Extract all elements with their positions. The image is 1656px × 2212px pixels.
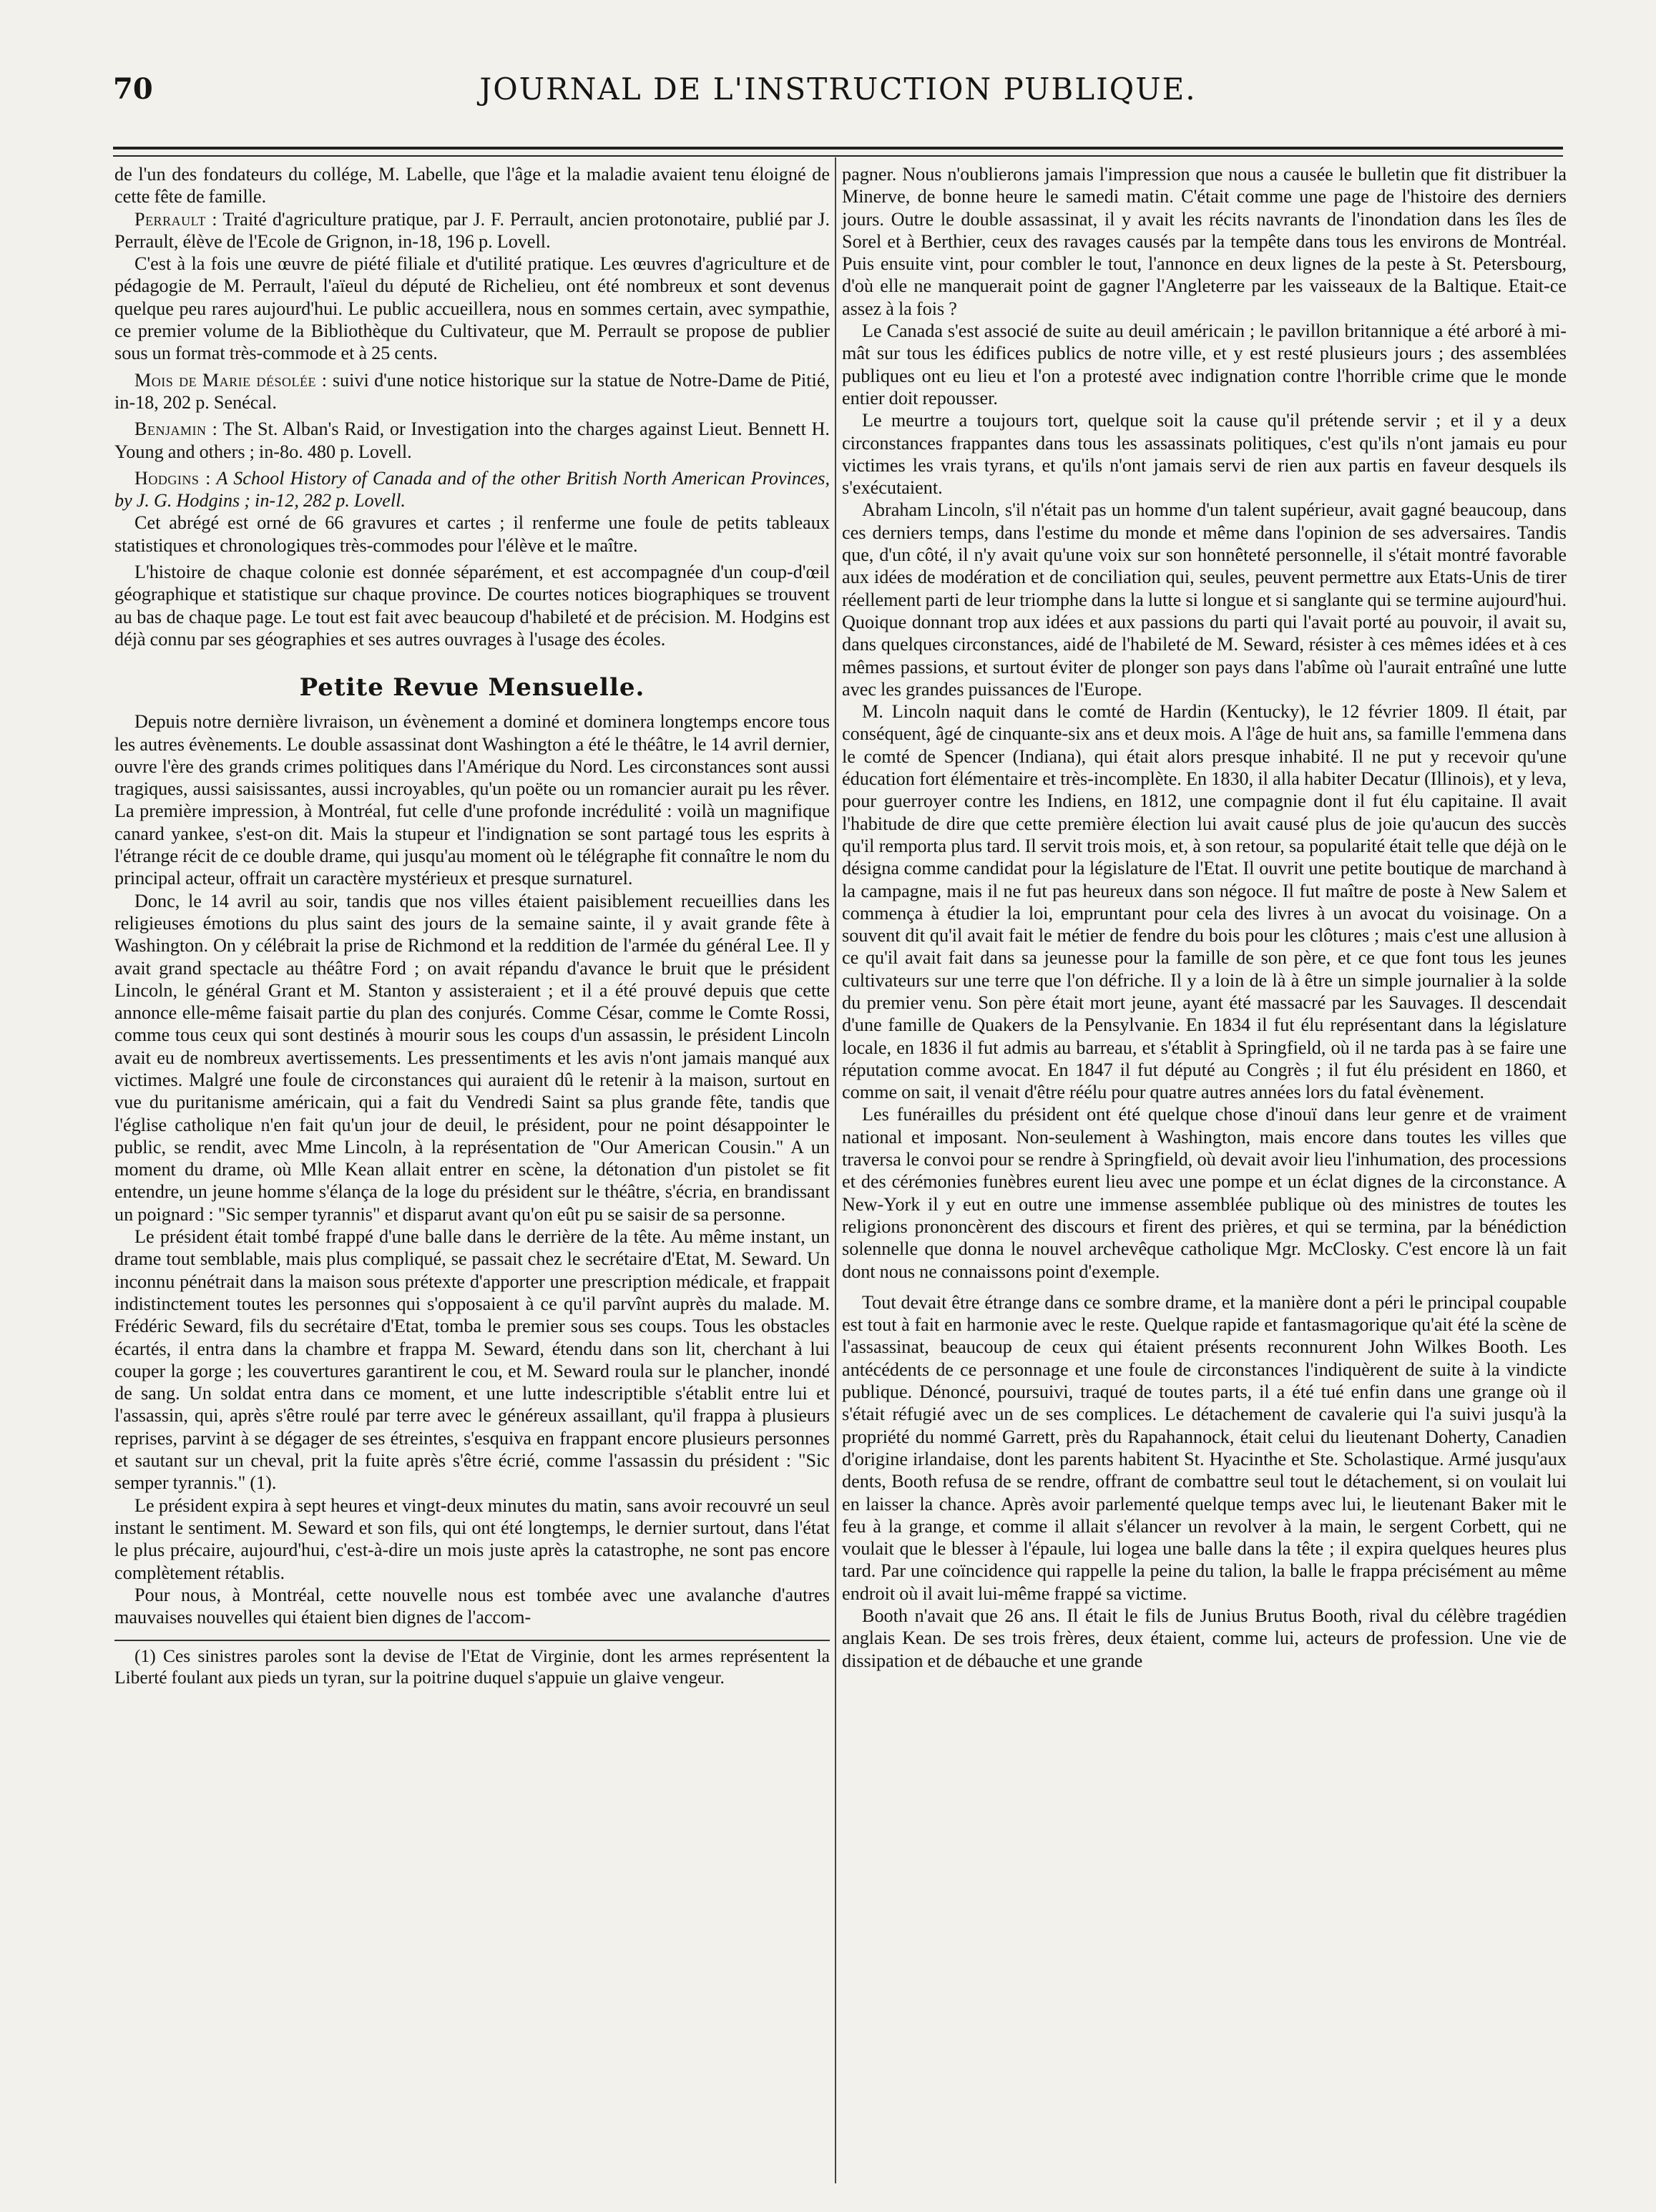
revue-paragraph-2: Donc, le 14 avril au soir, tandis que nos villes étaient paisiblement recueillies dans les religieuses émotions du plus saint des jours de la semaine sainte, il y avait grande fête à Washington. On y célébrait la prise de Richmond et la reddition de l'armée du général Lee. Il y avait grand spectacle au théâtre Ford ; on avait répandu d'avance le bruit que le président Lincoln, le général Grant et M. Stanton y assisteraient ; et il a été prouvé depuis que cette annonce elle-même faisait partie du plan des conjurés. Comme César, comme le Comte Rossi, comme tous ceux qui sont destinés à mourir sous les coups d'un assassin, le président Lincoln avait eu de nombreux avertissements. Les pressentiments et les avis n'ont jamais manqué aux victimes. Malgré une foule de circonstances qui auraient dû le retenir à la maison, surtout en vue du puritanisme américain, qui a fait du Vendredi Saint sa plus grande fête, tandis que l'église catholique n'en fait qu'un jour de deuil, le président, pour ne point désappointer le public, se rendit, avec Mme Lincoln, à la représentation de "Our American Cousin." A un moment du drame, où Mlle Kean allait entrer en scène, la détonation d'un pistolet se fit entendre, un jeune homme s'élança de la loge du président sur le théâtre, s'écria, en brandissant un poignard : "Sic semper tyrannis" et disparut avant qu'on eût pu se saisir de sa personne.	[114, 890, 830, 1225]
entry-author: Hodgins :	[134, 467, 211, 489]
right-paragraph-3: Le meurtre a toujours tort, quelque soit la cause qu'il prétende servir ; et il y a deux circonstances frappantes dans tous les assassinats politiques, c'est qu'ils n'ont jamais eu pour victimes les vrais tyrans, et qu'ils n'ont jamais servi de rien aux partis en faveur desquels ils s'exécutaient.	[842, 410, 1567, 499]
hodgins-comment-1: Cet abrégé est orné de 66 gravures et cartes ; il renferme une foule de petits tableaux statistiques et chronologiques très-commodes pour l'élève et le maître.	[114, 512, 830, 556]
revue-paragraph-3: Le président était tombé frappé d'une balle dans le derrière de la tête. Au même instant, un drame tout semblable, mais plus compliqué, se passait chez le secrétaire d'Etat, M. Seward. Un inconnu pénétrait dans la maison sous prétexte d'apporter une prescription médicale, et frappait indistinctement toutes les personnes qui s'opposaient à ce qu'il parvînt auprès du malade. M. Frédéric Seward, fils du secrétaire d'Etat, tomba le premier sous ses coups. Tous les obstacles écartés, il entra dans la chambre et frappa M. Seward, étendu dans son lit, cherchant à lui couper la gorge ; les couvertures garantirent le cou, et M. Seward roula sur le plancher, inondé de sang. Un soldat entra dans ce moment, et une lutte indescriptible s'établit entre lui et l'assassin, qui, après s'être roulé par terre avec le généreux assaillant, qu'il frappa à plusieurs reprises, parvint à se dégager de ses étreintes, s'esquiva en frappant encore plusieurs personnes et sautant sur un cheval, prit la fuite après s'être écrié, comme l'assassin du président : "Sic semper tyrannis." (1).	[114, 1226, 830, 1494]
entry-text: A School History of Canada and of the other British North American Provinces, by J. G. Hodgins ; in-12, 282 p. Lovell.	[114, 467, 830, 512]
section-title: Petite Revue Mensuelle.	[299, 673, 645, 703]
revue-paragraph-5: Pour nous, à Montréal, cette nouvelle nous est tombée avec une avalanche d'autres mauvaises nouvelles qui étaient bien dignes de l'accom-	[114, 1584, 830, 1628]
intro-paragraph: de l'un des fondateurs du collége, M. Labelle, que l'âge et la maladie avaient tenu éloigné de cette fête de famille.	[114, 164, 830, 207]
right-paragraph-6: Les funérailles du président ont été quelque chose d'inouï dans leur genre et de vraiment national et imposant. Non-seulement à Washington, mais encore dans toutes les villes que traversa le convoi pour se rendre à Springfield, où devait avoir lieu l'inhumation, des processions et des cérémonies funèbres eurent lieu avec une pompe et un éclat dignes de la circonstance. A New-York il y eut en outre une immense assemblée publique où des ministres de toutes les religions prononcèrent des discours et firent des prières, et qui se termina, par la bénédiction solennelle que donna le nouvel archevêque catholique Mgr. McClosky. C'est encore là un fait dont nous ne connaissons point d'exemple.	[842, 1104, 1567, 1282]
revue-paragraph-1: Depuis notre dernière livraison, un évènement a dominé et dominera longtemps encore tous les autres évènements. Le double assassinat dont Washington a été le théâtre, le 14 avril dernier, ouvre l'ère des grands crimes politiques dans l'Amérique du Nord. Les circonstances sont aussi tragiques, aussi saisissantes, aussi incroyables, qu'un poëte ou un romancier aurait pu les rêver. La première impression, à Montréal, fut celle d'une profonde incrédulité : voilà un magnifique canard yankee, s'est-on dit. Mais la stupeur et l'indignation se sont partagé tous les esprits à l'étrange récit de ce double drame, qui jusqu'au moment où le télégraphe fit connaître le nom du principal acteur, offrait un caractère mystérieux et presque surnaturel.	[114, 711, 830, 889]
book-entry-perrault	[114, 208, 830, 253]
column-divider	[835, 157, 836, 2183]
book-entry-hodgins	[114, 467, 830, 512]
footnote: (1) Ces sinistres paroles sont la devise de l'Etat de Virginie, dont les armes représentent la Liberté foulant aux pieds un tyran, sur la poitrine duquel s'appuie un glaive vengeur.	[114, 1645, 830, 1688]
right-paragraph-1: pagner. Nous n'oublierons jamais l'impression que nous a causée le bulletin que fit distribuer la Minerve, de bonne heure le samedi matin. C'était comme une page de l'histoire des derniers jours. Outre le double assassinat, il y avait les récits navrants de l'inondation dans les îles de Sorel et à Berthier, ceux des ravages causés par la tempête dans tous les environs de Montréal. Puis ensuite vint, pour combler le tout, l'annonce en deux lignes de la peste à St. Petersbourg, d'où elle ne manquerait point de gagner l'Angleterre par les vaisseaux de la Baltique. Etait-ce assez à la fois ?	[842, 164, 1567, 319]
perrault-comment: C'est à la fois une œuvre de piété filiale et d'utilité pratique. Les œuvres d'agriculture et de pédagogie de M. Perrault, l'aïeul du député de Richelieu, ont été nombreux et sont devenus quelque peu rares aujourd'hui. Le public accueillera, nous en sommes certain, avec sympathie, ce premier volume de la Bibliothèque du Cultivateur, que M. Perrault se propose de publier sous un format très-commode et à 25 cents.	[114, 253, 830, 364]
entry-text: The St. Alban's Raid, or Investigation into the charges against Lieut. Bennett H. Young and others ; in-8o. 480 p. Lovell.	[114, 419, 830, 462]
right-paragraph-5: M. Lincoln naquit dans le comté de Hardin (Kentucky), le 12 février 1809. Il était, par conséquent, âgé de cinquante-six ans et deux mois. A l'âge de huit ans, sa famille l'emmena dans le comté de Spencer (Indiana), qui était alors presque inhabité. Il ne put y recevoir qu'une éducation fort élémentaire et très-incomplète. En 1830, il alla habiter Decatur (Illinois), et y leva, pour guerroyer contre les Indiens, en 1812, une compagnie dont il fut élu capitaine. Il avait l'habitude de dire que cette première élection lui avait causé plus de joie qu'aucun des succès qu'il remporta plus tard. Il servit trois mois, et, à son retour, sa popularité était telle que déjà on le désigna comme candidat pour la législature de l'Etat. Il ouvrit une petite boutique de marchand à la campagne, mais il ne fut pas heureux dans son négoce. Il fut maître de poste à New Salem et commença à étudier la loi, empruntant pour cela des livres à un avocat du voisinage. On a souvent dit qu'il avait fait le métier de fendre du bois pour les clôtures ; mais c'est une allusion à ce qu'il avait fait dans sa jeunesse pour la famille de son père, et ce que font tous les jeunes cultivateurs sur une terre que l'on défriche. Il y a loin de là à être un simple journalier à la solde du premier venu. Son père était mort jeune, ayant été massacré par les Sauvages. Il descendait d'une famille de Quakers de la Pensylvanie. En 1834 il fut élu représentant dans la législature locale, en 1836 il fut admis au barreau, et s'établit à Springfield, où il ne tarda pas à se faire une réputation comme avocat. En 1847 il fut député au Congrès ; il fut élu président en 1860, et comme on sait, il venait d'être réélu pour quatre autres années lors du fatal évènement.	[842, 701, 1567, 1103]
left-column	[114, 163, 830, 1688]
revue-paragraph-4: Le président expira à sept heures et vingt-deux minutes du matin, sans avoir recouvré un seul instant le sentiment. M. Seward et son fils, qui ont été longtemps, le dernier surtout, dans l'état le plus précaire, aujourd'hui, c'est-à-dire un mois juste après la catastrophe, ne sont pas encore complètement rétablis.	[114, 1494, 830, 1583]
right-column	[842, 163, 1567, 1672]
entry-author: Perrault :	[134, 208, 218, 230]
entry-author: Mois de Marie désolée :	[134, 369, 328, 391]
journal-title: JOURNAL DE L'INSTRUCTION PUBLIQUE.	[479, 71, 1197, 107]
entry-author: Benjamin :	[134, 419, 218, 440]
hodgins-comment-2: L'histoire de chaque colonie est donnée séparément, et est accompagnée d'un coup-d'œil géographique et statistique sur chaque province. De courtes notices biographiques se trouvent au bas de chaque page. Le tout est fait avec beaucoup d'habileté et de précision. M. Hodgins est déjà connu par ses géographies et ses autres ouvrages à l'usage des écoles.	[114, 562, 830, 650]
entry-text: Traité d'agriculture pratique, par J. F. Perrault, ancien protonotaire, publié par J. Perrault, élève de l'Ecole de Grignon, in-18, 196 p. Lovell.	[114, 208, 830, 252]
right-paragraph-2: Le Canada s'est associé de suite au deuil américain ; le pavillon britannique a été arboré à mi-mât sur tous les édifices publics de notre ville, et y est resté plusieurs jours ; des assemblées publiques ont eu lieu et l'on a protesté avec indignation contre l'horrible crime que le monde entier doit repousser.	[842, 320, 1567, 408]
paragraph-gap	[842, 1283, 1567, 1291]
page-header	[113, 69, 1563, 109]
footnote-rule	[114, 1640, 830, 1645]
right-paragraph-4: Abraham Lincoln, s'il n'était pas un homme d'un talent supérieur, avait gagné beaucoup, dans ces derniers temps, dans l'estime du monde et même dans l'opinion de ses adversaires. Tandis que, d'un côté, il n'y avait qu'une voix sur son honnêteté personnelle, il s'était montré favorable aux idées de modération et de conciliation qui, seules, peuvent permettre aux Etats-Unis de tirer réellement parti de leur triomphe dans la lutte si longue et si sanglante qui se termine aujourd'hui. Quoique donnant trop aux idées et aux passions du parti qui l'avait porté au pouvoir, il avait su, dans quelques circonstances, aidé de l'habileté de M. Seward, résister à ces mêmes idées et à ces mêmes passions, et surtout éviter de plonger son pays dans l'abîme où l'aurait entraîné une lutte avec les grandes puissances de l'Europe.	[842, 499, 1567, 700]
entry-text: suivi d'une notice historique sur la statue de Notre-Dame de Pitié, in-18, 202 p. Senécal.	[114, 369, 831, 413]
book-entry-mois-de-marie	[114, 369, 830, 414]
page-number: 70	[113, 72, 153, 106]
book-entry-benjamin	[114, 418, 830, 463]
right-paragraph-7: Tout devait être étrange dans ce sombre drame, et la manière dont a péri le principal coupable est tout à fait en harmonie avec le reste. Quelque rapide et fantasmagorique qu'ait été la scène de l'assassinat, beaucoup de ceux qui étaient présents reconnurent John Wilkes Booth. Les antécédents de ce personnage et une foule de circonstances l'indiquèrent de suite à la vindicte publique. Dénoncé, poursuivi, traqué de toutes parts, il a été tué enfin dans une grange où il s'était réfugié avec un de ses complices. Le détachement de cavalerie qui l'a suivi jusqu'à la propriété du nommé Garrett, près du Rapahannock, était celui du lieutenant Doherty, Canadien d'origine irlandaise, dont les parents habitent St. Hyacinthe et Ste. Scholastique. Armé jusqu'aux dents, Booth refusa de se rendre, offrant de combattre seul tout le détachement, si on voulait lui en laisser la chance. Après avoir parlementé quelque temps avec lui, le lieutenant Baker mit le feu à la grange, et comme il allait s'élancer un revolver à la main, le sergent Corbett, qui ne voulait que le blesser à l'épaule, lui logea une balle dans la tête ; il expira quelques heures plus tard. Par une coïncidence qui rappelle la peine du talion, la balle le frappa précisément au même endroit où il avait lui-même frappé sa victime.	[842, 1291, 1567, 1604]
right-paragraph-8: Booth n'avait que 26 ans. Il était le fils de Junius Brutus Booth, rival du célèbre tragédien anglais Kean. De ses trois frères, deux étaient, comme lui, acteurs de profession. Une vie de dissipation et de débauche et une grande	[842, 1605, 1567, 1671]
header-rule	[113, 147, 1563, 157]
